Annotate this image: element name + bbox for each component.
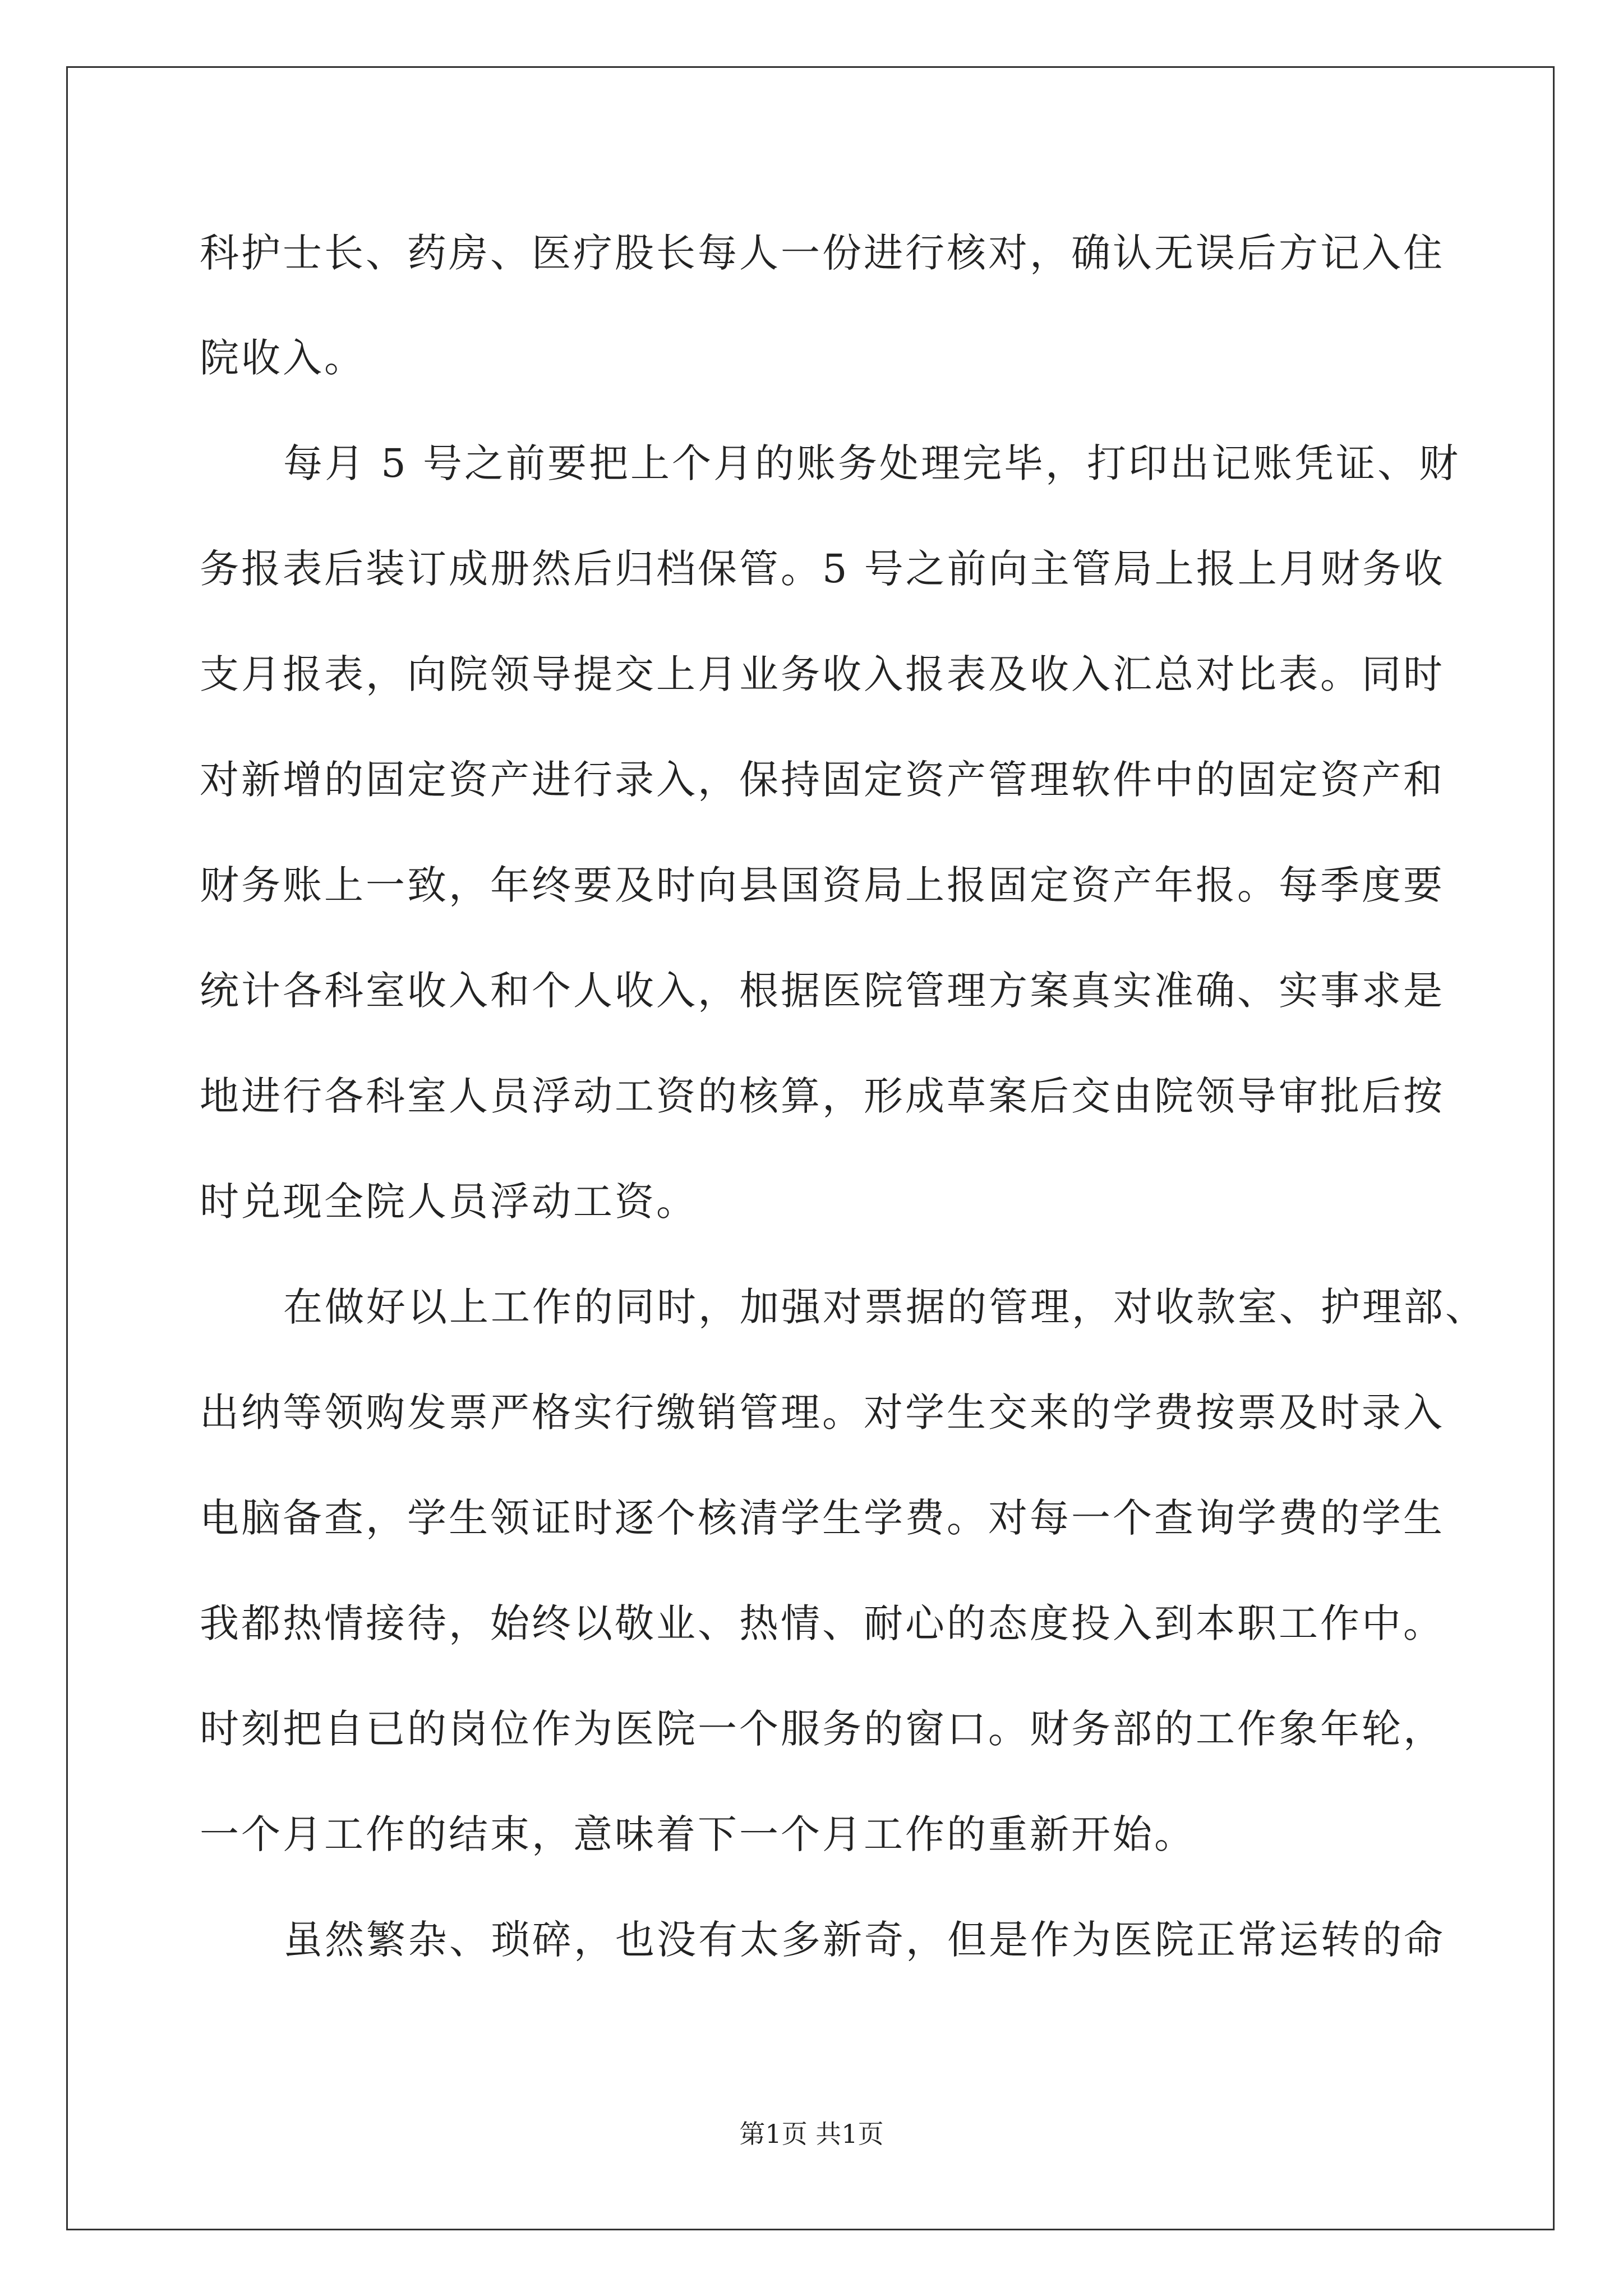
- text-line: 我都热情接待，始终以敬业、热情、耐心的态度投入到本职工作中。: [200, 1600, 1445, 1646]
- text-line: 地进行各科室人员浮动工资的核算，形成草案后交由院领导审批后按: [200, 1073, 1445, 1119]
- text-line: 出纳等领购发票严格实行缴销管理。对学生交来的学费按票及时录入: [200, 1389, 1445, 1435]
- text-line: 时兑现全院人员浮动工资。: [200, 1179, 698, 1225]
- text-line: 电脑备查，学生领证时逐个核清学生学费。对每一个查询学费的学生: [200, 1495, 1445, 1541]
- page-border: [66, 66, 1555, 2230]
- text-line: 一个月工作的结束，意味着下一个月工作的重新开始。: [200, 1811, 1196, 1857]
- text-line: 科护士长、药房、医疗股长每人一份进行核对，确认无误后方记入住: [200, 230, 1445, 276]
- text-line: 统计各科室收入和个人收入，根据医院管理方案真实准确、实事求是: [200, 968, 1445, 1014]
- text-line: 对新增的固定资产进行录入，保持固定资产管理软件中的固定资产和: [200, 757, 1445, 803]
- text-line: 财务账上一致，年终要及时向县国资局上报固定资产年报。每季度要: [200, 862, 1445, 908]
- text-line: 支月报表，向院领导提交上月业务收入报表及收入汇总对比表。同时: [200, 651, 1445, 697]
- text-line: 时刻把自已的岗位作为医院一个服务的窗口。财务部的工作象年轮，: [200, 1706, 1445, 1752]
- page-number-footer: 第1页 共1页: [739, 2119, 884, 2149]
- text-line: 务报表后装订成册然后归档保管。5 号之前向主管局上报上月财务收: [200, 546, 1445, 592]
- text-line: 院收入。: [200, 335, 366, 381]
- text-line: 在做好以上工作的同时，加强对票据的管理，对收款室、护理部、: [283, 1284, 1487, 1330]
- text-line: 每月 5 号之前要把上个月的账务处理完毕，打印出记账凭证、财: [283, 440, 1461, 486]
- text-line: 虽然繁杂、琐碎，也没有太多新奇，但是作为医院正常运转的命: [283, 1917, 1445, 1963]
